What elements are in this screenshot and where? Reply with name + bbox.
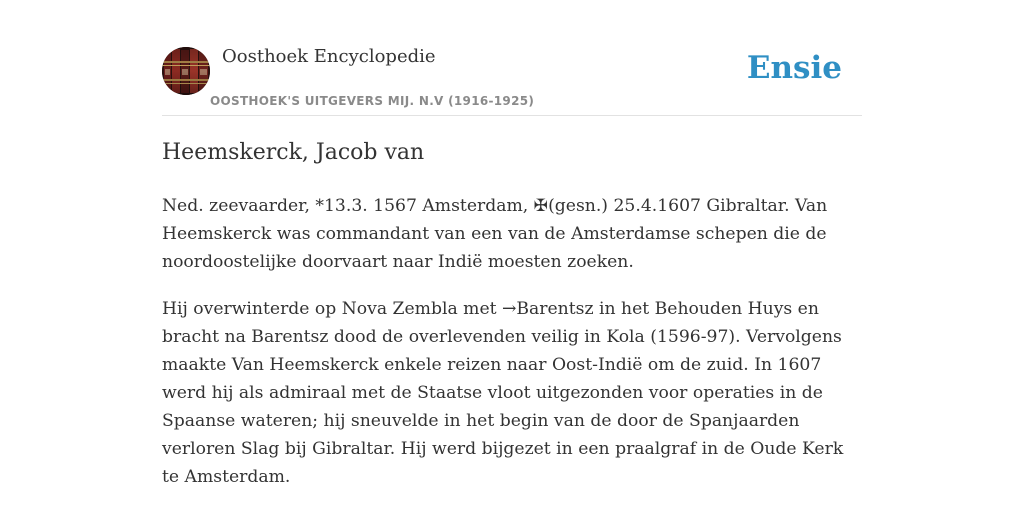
entry-title: Heemskerck, Jacob van — [162, 140, 425, 165]
entry-paragraph: Hij overwinterde op Nova Zembla met →Barentsz in het Behouden Huys en bracht na Barentsz dood de overlevenden veilig in Kola (1596-97). Vervolgens maakte Van Heemskerck enkele reizen naar Oost-Indië om de zuid. In 1607 werd hij als admiraal met de Staatse vloot uitgezonden voor operaties in de Spaanse wateren; hij sneuvelde in het begin van de door de Spanjaarden verloren Slag bij Gibraltar. Hij werd bijgezet in een praalgraf in de Oude Kerk te Amsterdam. — [162, 299, 844, 487]
entry-paragraph: Ned. zeevaarder, *13.3. 1567 Amsterdam, ✠(gesn.) 25.4.1607 Gibraltar. Van Heemskerck was commandant van een van de Amsterdamse schepen die de noordoostelijke doorvaart naar Indië moesten zoeken. — [162, 196, 828, 272]
brand-logo[interactable]: Ensie — [746, 50, 842, 86]
source-title[interactable]: Oosthoek Encyclopedie — [222, 46, 436, 67]
source-subtitle: OOSTHOEK'S UITGEVERS MIJ. N.V (1916-1925) — [210, 94, 535, 108]
entry-body — [162, 192, 862, 510]
source-header — [162, 0, 862, 116]
book-spines-icon[interactable] — [162, 47, 210, 95]
entry-card — [162, 0, 862, 512]
